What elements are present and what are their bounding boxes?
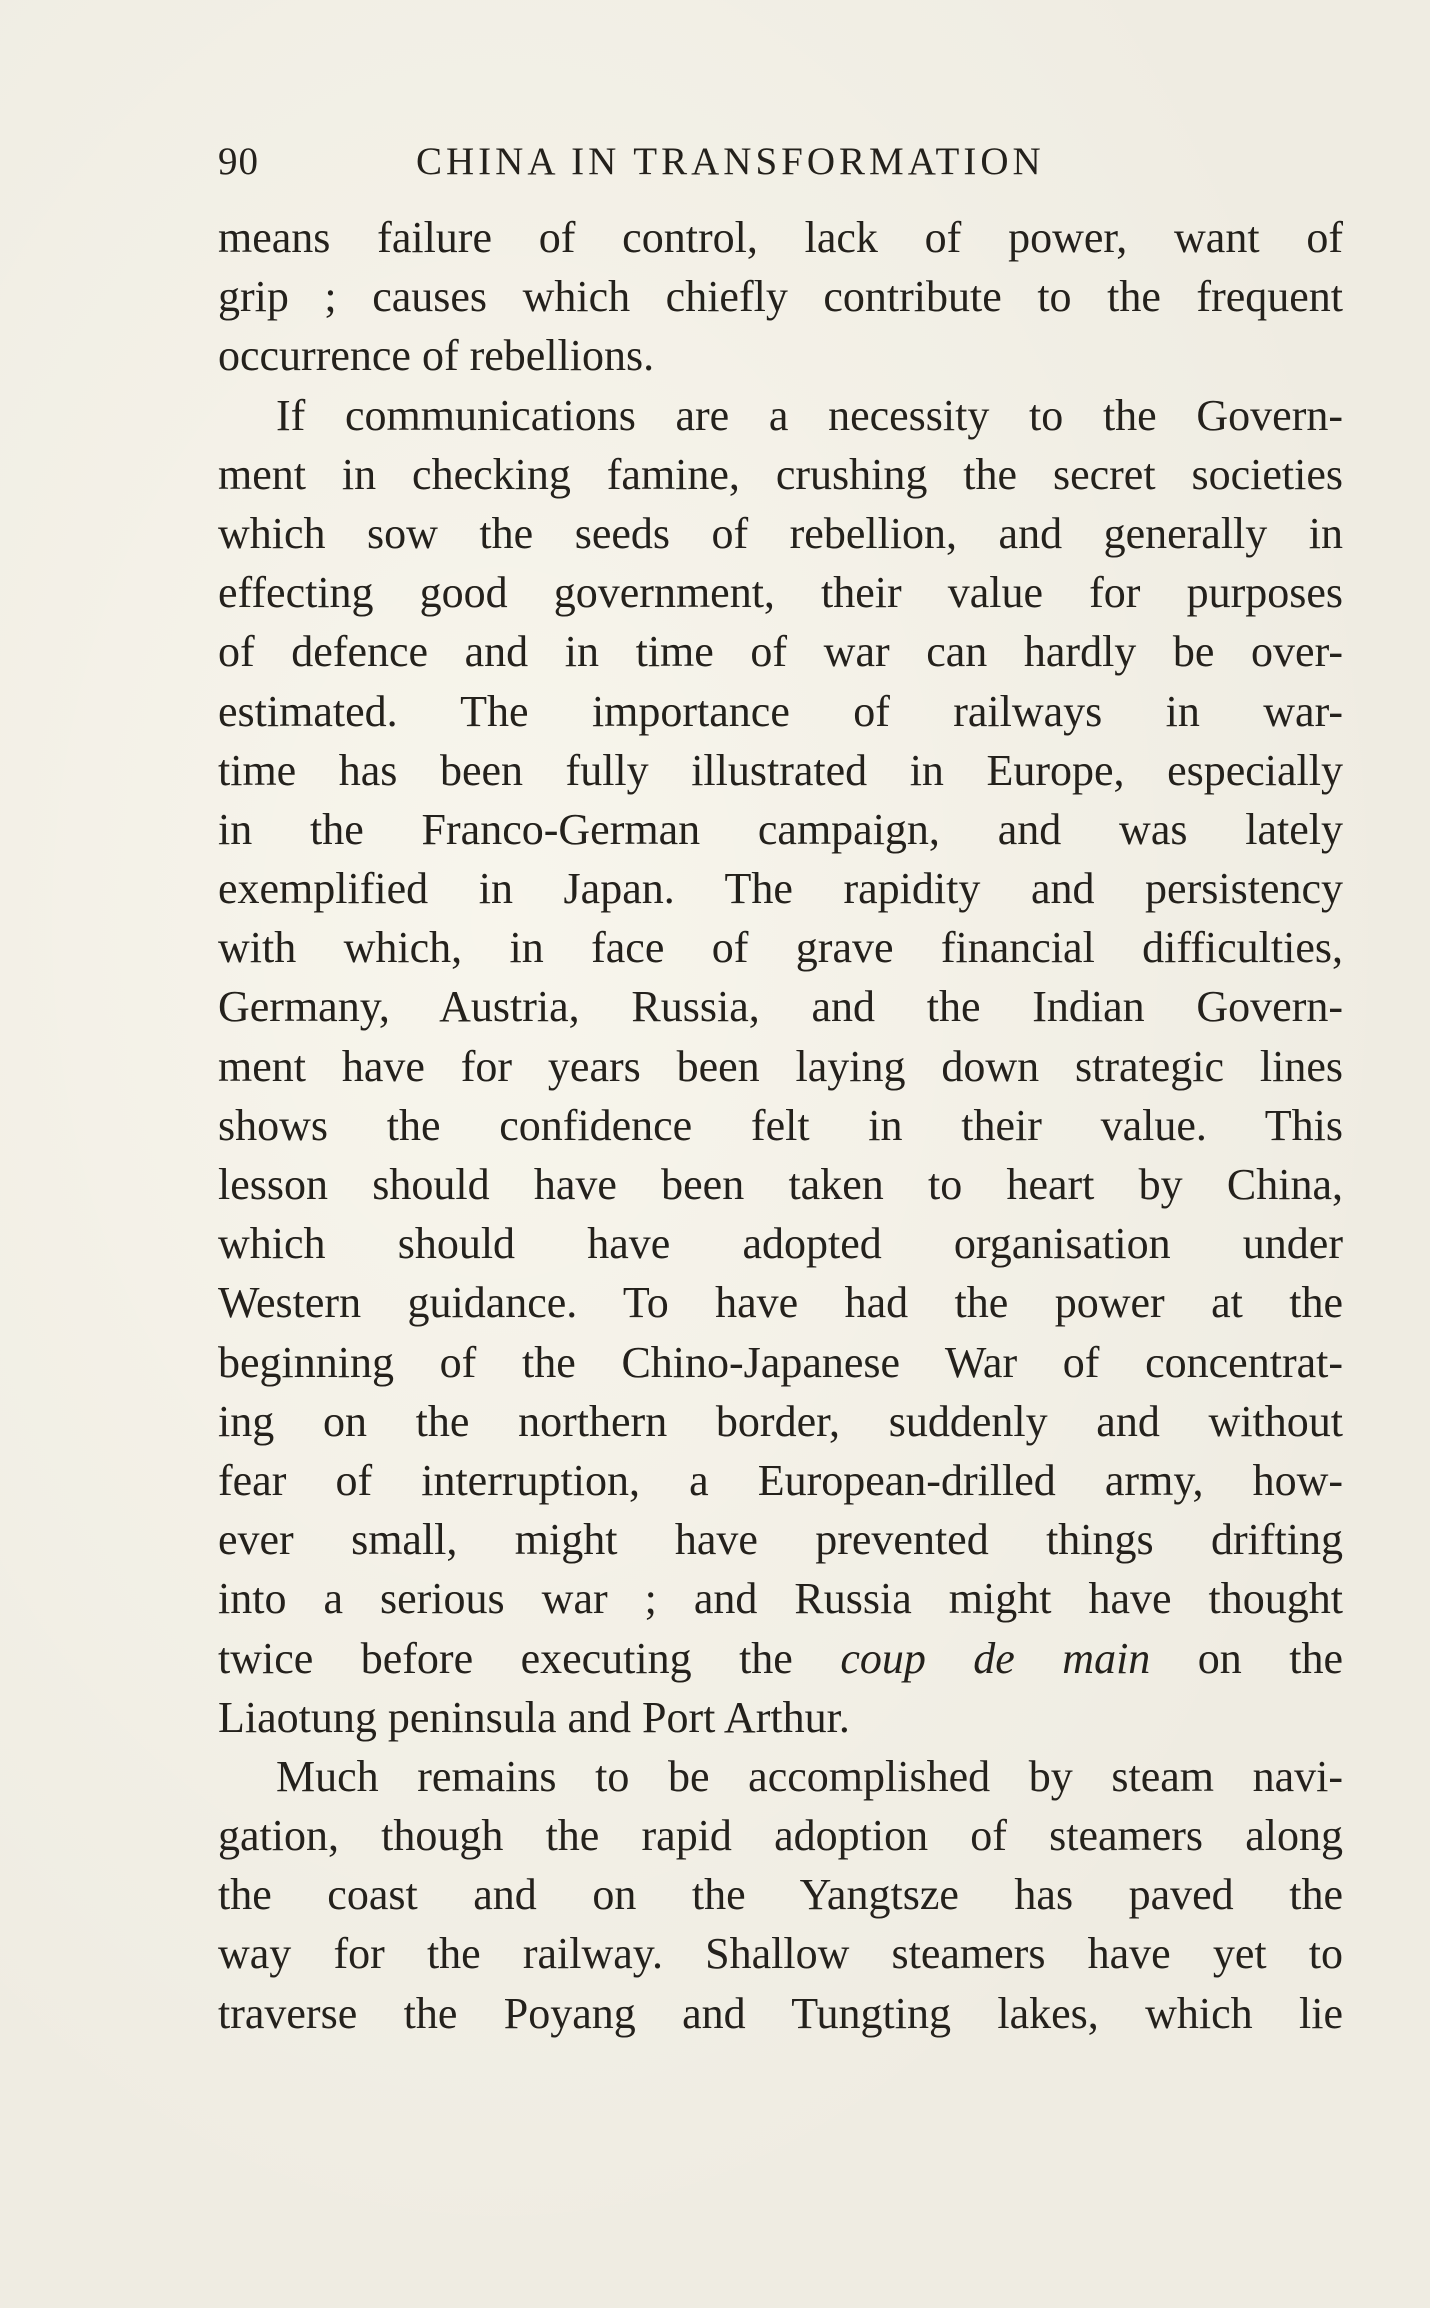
text-line: way for the railway. Shallow steamers have yet to — [218, 1929, 1343, 1979]
body-text — [218, 208, 1343, 2043]
text-line: grip ; causes which chiefly contribute to the frequent — [218, 272, 1343, 322]
text-line: ever small, might have prevented things drifting — [218, 1515, 1343, 1565]
text-line: in the Franco-German campaign, and was lately — [218, 804, 1343, 854]
text-line: shows the confidence felt in their value. This — [218, 1100, 1343, 1150]
text-line: which sow the seeds of rebellion, and generally in — [218, 508, 1343, 558]
page-number: 90 — [218, 140, 259, 183]
text-line: estimated. The importance of railways in war- — [218, 686, 1343, 736]
text-line: Much remains to be accomplished by steam navi- — [276, 1751, 1343, 1801]
text-line: of defence and in time of war can hardly be over- — [218, 627, 1343, 677]
running-head-title: CHINA IN TRANSFORMATION — [416, 140, 1045, 183]
text-line: Western guidance. To have had the power at the — [218, 1278, 1343, 1328]
text-line: lesson should have been taken to heart by China, — [218, 1160, 1343, 1209]
text-line-with-italic — [218, 1629, 1343, 1688]
text-line: time has been fully illustrated in Europe, especially — [218, 745, 1343, 795]
text-line: occurrence of rebellions. — [218, 331, 655, 381]
text-line: exemplified in Japan. The rapidity and persistency — [218, 864, 1343, 914]
text-line: into a serious war ; and Russia might have thought — [218, 1574, 1343, 1624]
text-line: Liaotung peninsula and Port Arthur. — [218, 1692, 850, 1742]
text-line: effecting good government, their value for purposes — [218, 568, 1343, 618]
text-line: the coast and on the Yangtsze has paved the — [218, 1870, 1343, 1920]
italic-phrase: coup de main — [840, 1633, 1151, 1683]
text-fragment: twice before executing the — [218, 1633, 793, 1683]
text-line: If communications are a necessity to the Govern- — [276, 390, 1343, 440]
text-line: traverse the Poyang and Tungting lakes, which lie — [218, 1988, 1343, 2038]
text-line: gation, though the rapid adoption of steamers along — [218, 1811, 1343, 1861]
text-line: Germany, Austria, Russia, and the Indian Govern- — [218, 982, 1343, 1032]
text-line: fear of interruption, a European-drilled army, how- — [218, 1455, 1343, 1505]
text-line: with which, in face of grave financial difficulties, — [218, 923, 1343, 973]
text-line: ment have for years been laying down strategic lines — [218, 1041, 1343, 1091]
text-line: ment in checking famine, crushing the secret societies — [218, 449, 1343, 499]
text-line: which should have adopted organisation under — [218, 1219, 1343, 1269]
text-fragment: on the — [1197, 1633, 1343, 1683]
text-line: means failure of control, lack of power, want of — [218, 213, 1343, 262]
text-line: beginning of the Chino-Japanese War of concentrat- — [218, 1337, 1343, 1387]
text-line: ing on the northern border, suddenly and without — [218, 1396, 1343, 1446]
